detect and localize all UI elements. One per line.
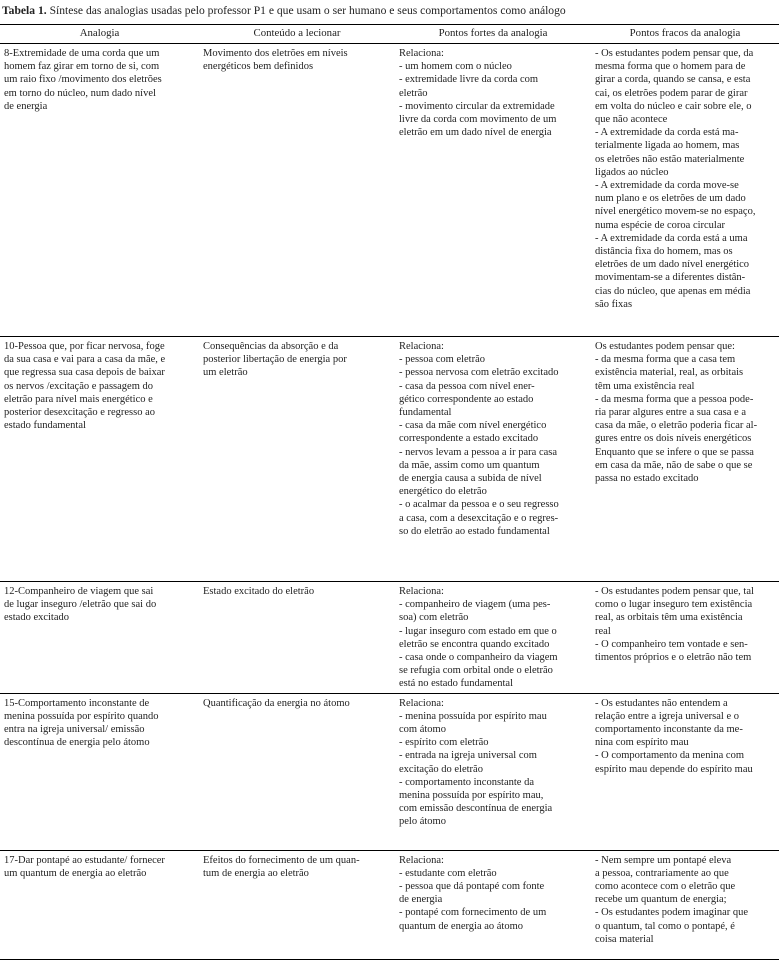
cell-line: da sua casa e vai para a casa da mãe, e [4,354,166,366]
cell-line: energéticos bem definidos [203,61,314,73]
cell-pontos-fracos [591,44,779,337]
header-pontos-fortes: Pontos fortes da analogia [395,25,591,44]
cell-line: casa da mãe, o eletrão poderia ficar al- [595,420,758,432]
cell-line: de energia [399,894,443,906]
cell-line: so do eletrão ao estado fundamental [399,525,550,537]
cell-line: que regressa sua casa depois de baixar [4,367,165,379]
cell-line: eletrões de um dado nível energético [595,259,750,271]
table-row [0,582,779,694]
cell-line: - O companheiro tem vontade e sen- [595,638,748,650]
cell-line: de energia [4,100,48,112]
cell-line: com emissão descontínua de energia [399,803,553,815]
cell-line: - menina possuída por espírito mau [399,710,547,722]
cell-line: menina possuída por espírito mau, [399,790,544,802]
cell-analogia [0,693,199,850]
cell-conteudo [199,850,395,948]
cell-line: um raio fixo /movimento dos eletrões [4,74,162,86]
cell-line: girar a corda, quando se cansa, e esta [595,74,751,86]
cell-line: Relaciona: [399,586,444,597]
cell-line: - da mesma forma que a casa tem [595,354,736,366]
cell-line: Movimento dos eletrões em níveis [203,48,348,59]
cell-line: em torno do núcleo, num dado nível [4,87,156,99]
cell-line: 12-Companheiro de viagem que sai [4,586,154,597]
cell-line: os nervos /excitação e passagem do [4,380,153,392]
cell-pontos-fracos [591,582,779,694]
cell-line: ligados ao núcleo [595,166,669,178]
cell-pontos-fracos [591,850,779,948]
cell-line: Quantificação da energia no átomo [203,697,350,709]
cell-line: nível energético movem-se no espaço, [595,206,756,218]
cell-line: se refugia com orbital onde o eletrão [399,665,553,677]
cell-line: um quantum de energia ao eletrão [4,867,147,879]
table-row [0,44,779,337]
cell-line: estado excitado [4,612,70,624]
cell-line: - casa da mãe com nível energético [399,420,547,432]
cell-line: recebe um quantum de energia; [595,894,727,906]
cell-line: de energia causa a subida de nível [399,473,542,485]
cell-conteudo [199,44,395,337]
cell-line: - estudante com eletrão [399,867,497,879]
cell-line: estado fundamental [4,420,86,432]
cell-line: um eletrão [203,367,248,379]
cell-line: com átomo [399,724,446,736]
table-row [0,850,779,948]
cell-line: numa espécie de coroa circular [595,219,726,231]
cell-line: que não acontece [595,114,668,126]
cell-line: pelo átomo [399,816,446,828]
table-row [0,693,779,850]
cell-line: Efeitos do fornecimento de um quan- [203,854,360,866]
cell-pontos-fracos [591,693,779,850]
cell-line: posterior desexcitação e regresso ao [4,407,156,419]
cell-line: homem faz girar em torno de si, com [4,61,160,73]
cell-line: Estado excitado do eletrão [203,586,315,597]
cell-line: - pessoa com eletrão [399,354,486,366]
cell-line: - casa da pessoa com nível ener- [399,380,535,392]
table-caption-text: Síntese das analogias usadas pelo professor P1 e que usam o ser humano e seus comportamentos como análogo [46,4,566,17]
cell-line: o quantum, tal como o pontapé, é [595,920,735,932]
cell-line: os eletrões não estão materialmente [595,153,745,165]
cell-line: 10-Pessoa que, por ficar nervosa, foge [4,341,165,352]
cell-line: Consequências da absorção e da [203,341,339,352]
cell-line: Enquanto que se infere o que se passa [595,446,754,458]
cell-line: descontínua de energia pelo átomo [4,737,150,749]
cell-conteudo [199,693,395,850]
cell-pontos-fortes [395,44,591,337]
cell-line: movimentam-se a diferentes distân- [595,272,746,284]
cell-line: mesma forma que o homem para de [595,61,746,73]
cell-line: - um homem com o núcleo [399,61,512,73]
cell-line: nina com espírito mau [595,737,689,749]
cell-line: espírito mau depende do espírito mau [595,763,753,775]
cell-analogia [0,337,199,582]
cell-line: em casa da mãe, não de sabe o que se [595,459,753,471]
cell-line: a casa, com a desexcitação e o regres- [399,512,559,524]
cell-line: real [595,625,611,637]
cell-line: real, as orbitais têm uma existência [595,612,743,624]
cell-line: excitação do eletrão [399,763,483,775]
cell-line: correspondente a estado excitado [399,433,539,445]
cell-line: coisa material [595,933,654,945]
cell-pontos-fortes [395,337,591,582]
cell-line: - comportamento inconstante da [399,776,534,788]
cell-line: Os estudantes podem pensar que: [595,341,735,352]
cell-line: energético do eletrão [399,486,487,498]
cell-line: cias do núcleo, que apenas em média [595,285,751,297]
cell-line: - Os estudantes podem imaginar que [595,907,749,919]
cell-line: como acontece com o eletrão que [595,881,736,893]
analogies-table [0,24,779,948]
cell-line: 17-Dar pontapé ao estudante/ fornecer [4,854,165,866]
cell-line: - o acalmar da pessoa e o seu regresso [399,499,559,511]
cell-line: Relaciona: [399,854,444,866]
cell-line: - movimento circular da extremidade [399,100,555,112]
cell-line: comportamento inconstante da me- [595,724,743,736]
table-body [0,44,779,949]
cell-line: - O comportamento da menina com [595,750,744,762]
cell-line: - Os estudantes podem pensar que, tal [595,586,754,597]
cell-line: - Os estudantes não entendem a [595,697,728,709]
cell-line: - lugar inseguro com estado em que o [399,625,557,637]
cell-line: - nervos levam a pessoa a ir para casa [399,446,558,458]
cell-line: eletrão se encontra quando excitado [399,638,550,650]
cell-line: posterior libertação de energia por [203,354,347,366]
cell-line: - entrada na igreja universal com [399,750,537,762]
cell-line: como o lugar inseguro tem existência [595,599,753,611]
header-row [0,25,779,44]
cell-line: 8-Extremidade de uma corda que um [4,48,160,59]
cell-line: são fixas [595,298,633,310]
header-analogia: Analogia [0,25,199,44]
cell-line: cai, os eletrões podem parar de girar [595,87,748,99]
cell-line: tum de energia ao eletrão [203,867,309,879]
cell-line: relação entre a igreja universal e o [595,710,740,722]
cell-line: passa no estado excitado [595,473,699,485]
cell-line: - Nem sempre um pontapé eleva [595,854,732,866]
cell-line: têm uma existência real [595,380,695,392]
cell-line: - casa onde o companheiro da viagem [399,652,558,664]
cell-pontos-fortes [395,582,591,694]
table-caption-label: Tabela 1. [2,4,47,17]
cell-line: eletrão para nível mais energético e [4,393,153,405]
cell-line: em volta do núcleo e cair sobre ele, o [595,100,752,112]
table-caption [2,4,566,18]
cell-line: eletrão [399,87,428,99]
cell-line: - pessoa nervosa com eletrão excitado [399,367,559,379]
cell-line: menina possuída por espírito quando [4,710,159,722]
cell-analogia [0,582,199,694]
cell-line: entra na igreja universal/ emissão [4,724,145,736]
cell-line: livre da corda com movimento de um [399,114,557,126]
cell-line: - extremidade livre da corda com [399,74,539,86]
cell-line: de lugar inseguro /eletrão que sai do [4,599,157,611]
cell-line: a pessoa, contrariamente ao que [595,867,729,879]
cell-line: - da mesma forma que a pessoa pode- [595,393,754,405]
cell-line: gético correspondente ao estado [399,393,534,405]
cell-pontos-fracos [591,337,779,582]
cell-line: soa) com eletrão [399,612,469,624]
header-pontos-fracos: Pontos fracos da analogia [591,25,779,44]
cell-line: quantum de energia ao átomo [399,920,524,932]
cell-line: da mãe, assim como um quantum [399,459,540,471]
cell-line: existência material, real, as orbitais [595,367,744,379]
cell-line: num plano e os eletrões de um dado [595,193,746,205]
cell-line: gures entre os dois níveis energéticos [595,433,752,445]
cell-analogia [0,850,199,948]
cell-line: - A extremidade da corda move-se [595,180,739,192]
cell-line: - companheiro de viagem (uma pes- [399,599,551,611]
table-row [0,337,779,582]
cell-line: ria parar algures entre a sua casa e a [595,407,746,419]
cell-line: - pontapé com fornecimento de um [399,907,547,919]
cell-analogia [0,44,199,337]
cell-line: fundamental [399,407,452,419]
cell-line: terialmente ligada ao homem, mas [595,140,740,152]
cell-pontos-fortes [395,693,591,850]
cell-line: - Os estudantes podem pensar que, da [595,48,754,59]
cell-line: - espírito com eletrão [399,737,489,749]
cell-pontos-fortes [395,850,591,948]
cell-conteudo [199,337,395,582]
cell-line: - A extremidade da corda está a uma [595,232,748,244]
cell-line: eletrão em um dado nível de energia [399,127,552,139]
cell-line: timentos próprios e o eletrão não tem [595,652,752,664]
cell-line: 15-Comportamento inconstante de [4,697,150,709]
cell-line: Relaciona: [399,697,444,709]
header-conteudo: Conteúdo a lecionar [199,25,395,44]
cell-line: distância fixa do homem, mas os [595,246,733,258]
cell-line: Relaciona: [399,48,444,59]
cell-conteudo [199,582,395,694]
cell-line: - pessoa que dá pontapé com fonte [399,881,545,893]
cell-line: - A extremidade da corda está ma- [595,127,739,139]
cell-line: Relaciona: [399,341,444,352]
table-bottom-rule [0,959,779,960]
cell-line: está no estado fundamental [399,678,514,690]
